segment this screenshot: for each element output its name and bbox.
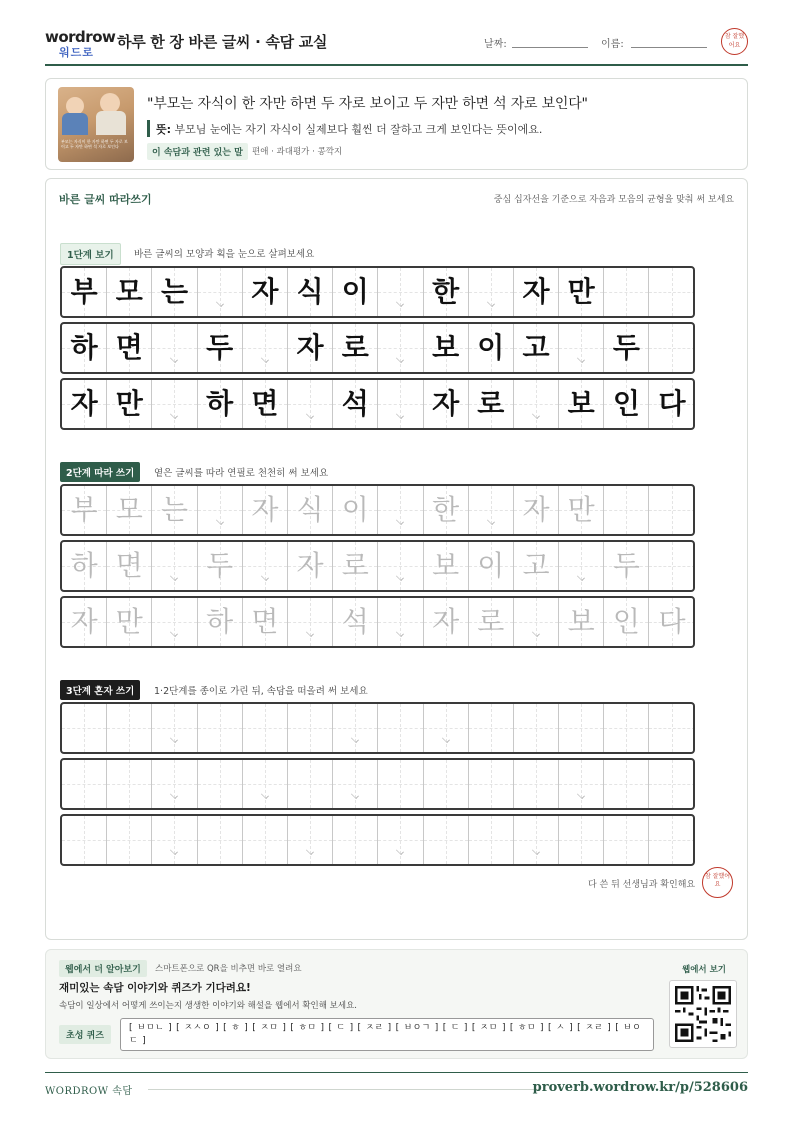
space-marker-icon [171, 735, 179, 743]
space-marker-icon [261, 355, 269, 363]
writing-cell[interactable] [62, 598, 107, 646]
writing-cell [333, 380, 378, 428]
writing-cell[interactable] [107, 760, 152, 808]
teacher-check-note: 다 쓴 뒤 선생님과 확인해요 [588, 880, 696, 890]
meaning-label: 뜻: [156, 123, 172, 136]
logo-korean: 워드로 [59, 46, 94, 59]
writing-character: 두 [206, 331, 234, 364]
web-headline: 재미있는 속담 이야기와 퀴즈가 기다려요! [59, 982, 251, 994]
writing-character: 하 [70, 331, 98, 364]
web-description: 속담이 일상에서 어떻게 쓰이는지 생생한 이야기와 해설을 웹에서 확인해 보세요. [59, 1001, 357, 1011]
space-marker-icon [306, 847, 314, 855]
writing-cell[interactable] [378, 704, 423, 752]
writing-cell [62, 380, 107, 428]
practice-section-title: 바른 글씨 따라쓰기 [59, 193, 152, 206]
writing-character: 한 [432, 493, 460, 526]
writing-character: 자 [522, 493, 550, 526]
writing-cell[interactable] [243, 704, 288, 752]
writing-cell[interactable] [514, 486, 559, 534]
writing-cell[interactable] [198, 598, 243, 646]
space-marker-icon [171, 847, 179, 855]
writing-character: 하 [70, 549, 98, 582]
writing-character: 식 [296, 493, 324, 526]
writing-character: 면 [251, 387, 279, 420]
writing-cell[interactable] [378, 542, 423, 590]
writing-cell [243, 324, 288, 372]
space-marker-icon [397, 411, 405, 419]
writing-character: 두 [206, 549, 234, 582]
writing-cell [514, 324, 559, 372]
name-label: 이름: [601, 39, 624, 50]
writing-character: 만 [115, 605, 143, 638]
footer-rule [148, 1089, 540, 1090]
writing-cell[interactable] [333, 760, 378, 808]
writing-cell [152, 268, 197, 316]
writing-character: 두 [612, 549, 640, 582]
space-marker-icon [532, 411, 540, 419]
space-marker-icon [216, 517, 224, 525]
writing-cell [424, 268, 469, 316]
writing-cell[interactable] [559, 598, 604, 646]
teacher-stamp-text: 참 잘했어요 [704, 873, 731, 888]
web-more-tag: 웹에서 더 알아보기 [59, 960, 147, 977]
footer-brand: WORDROW 속담 [45, 1086, 133, 1097]
practice-section-hint: 중심 십자선을 기준으로 자음과 모음의 균형을 맞춰 써 보세요 [493, 195, 734, 205]
writing-character: 만 [115, 387, 143, 420]
writing-cell[interactable] [62, 542, 107, 590]
writing-character: 자 [251, 493, 279, 526]
date-field[interactable] [512, 47, 588, 48]
writing-cell[interactable] [198, 704, 243, 752]
solid-writing-row [60, 322, 695, 374]
space-marker-icon [577, 355, 585, 363]
writing-cell [424, 380, 469, 428]
space-marker-icon [351, 735, 359, 743]
writing-cell[interactable] [198, 542, 243, 590]
date-label: 날짜: [484, 39, 507, 50]
writing-cell [649, 380, 694, 428]
trace-writing-row[interactable] [60, 484, 695, 536]
writing-cell[interactable] [198, 486, 243, 534]
writing-character: 이 [341, 493, 369, 526]
writing-cell [424, 324, 469, 372]
writing-cell[interactable] [107, 486, 152, 534]
writing-cell[interactable] [649, 542, 694, 590]
writing-cell[interactable] [107, 542, 152, 590]
related-words: 편애 · 과대평가 · 콩깍지 [252, 147, 343, 157]
writing-cell[interactable] [514, 542, 559, 590]
space-marker-icon [171, 355, 179, 363]
writing-cell [107, 380, 152, 428]
page-title: 하루 한 장 바른 글씨 · 속담 교실 [117, 33, 328, 51]
writing-cell [243, 268, 288, 316]
blank-writing-row[interactable] [60, 758, 695, 810]
writing-character: 로 [477, 605, 505, 638]
writing-character: 만 [567, 493, 595, 526]
praise-stamp-icon [721, 28, 748, 55]
writing-cell[interactable] [604, 598, 649, 646]
writing-character: 인 [612, 387, 640, 420]
writing-character: 만 [567, 275, 595, 308]
writing-cell[interactable] [604, 542, 649, 590]
writing-character: 자 [432, 387, 460, 420]
wordrow-logo [45, 28, 116, 60]
writing-cell [378, 268, 423, 316]
writing-cell[interactable] [559, 816, 604, 864]
writing-cell [198, 380, 243, 428]
writing-character: 자 [70, 605, 98, 638]
writing-cell[interactable] [604, 486, 649, 534]
writing-character: 이 [477, 331, 505, 364]
step1-tag: 1단계 보기 [60, 243, 121, 265]
writing-cell [198, 324, 243, 372]
writing-character: 인 [612, 605, 640, 638]
writing-cell[interactable] [469, 542, 514, 590]
writing-cell[interactable] [198, 816, 243, 864]
space-marker-icon [171, 573, 179, 581]
solid-writing-row [60, 266, 695, 318]
writing-character: 고 [522, 549, 550, 582]
space-marker-icon [351, 791, 359, 799]
writing-cell [649, 324, 694, 372]
writing-cell[interactable] [424, 598, 469, 646]
stamp-text: 참 잘했어요 [724, 33, 745, 49]
writing-character: 면 [115, 549, 143, 582]
writing-cell [469, 324, 514, 372]
space-marker-icon [261, 791, 269, 799]
writing-cell[interactable] [243, 486, 288, 534]
writing-cell[interactable] [152, 486, 197, 534]
writing-character: 모 [115, 493, 143, 526]
writing-cell[interactable] [649, 704, 694, 752]
teacher-stamp-icon [702, 867, 733, 898]
writing-cell[interactable] [333, 486, 378, 534]
writing-cell[interactable] [378, 760, 423, 808]
space-marker-icon [306, 411, 314, 419]
writing-cell [649, 268, 694, 316]
writing-character: 는 [160, 275, 188, 308]
writing-cell [559, 268, 604, 316]
writing-cell[interactable] [469, 760, 514, 808]
chosung-quiz-tag: 초성 퀴즈 [59, 1025, 111, 1044]
writing-cell[interactable] [333, 598, 378, 646]
writing-character: 하 [206, 387, 234, 420]
writing-character: 두 [612, 331, 640, 364]
writing-cell[interactable] [378, 486, 423, 534]
page-header [45, 24, 748, 66]
writing-cell[interactable] [424, 542, 469, 590]
proverb-illustration [58, 87, 134, 162]
qr-code[interactable] [669, 980, 737, 1048]
writing-character: 자 [522, 275, 550, 308]
writing-cell[interactable] [424, 486, 469, 534]
writing-character: 부 [70, 493, 98, 526]
writing-cell[interactable] [649, 760, 694, 808]
writing-cell[interactable] [514, 598, 559, 646]
step2-desc: 옅은 글씨를 따라 연필로 천천히 써 보세요 [154, 468, 329, 479]
writing-cell[interactable] [243, 760, 288, 808]
footer-divider [45, 1072, 748, 1073]
writing-cell[interactable] [152, 816, 197, 864]
chosung-quiz-box: [ ㅂㅁㄴ ] [ ㅈㅅㅇ ] [ ㅎ ] [ ㅈㅁ ] [ ㅎㅁ ] [ ㄷ ] [ ㅈㄹ ] [ ㅂㅇㄱ ] [ ㄷ ] [ ㅈㅁ ] [ ㅎㅁ ] [ ㅅ ] [ ㅈㄹ ] [ ㅂㅇㄷ ] [120, 1018, 654, 1051]
logo-wordmark: wordrow [45, 28, 116, 46]
blank-writing-row[interactable] [60, 814, 695, 866]
writing-cell[interactable] [62, 704, 107, 752]
space-marker-icon [397, 299, 405, 307]
writing-character: 자 [70, 387, 98, 420]
writing-cell[interactable] [288, 542, 333, 590]
writing-cell[interactable] [288, 816, 333, 864]
writing-cell[interactable] [424, 704, 469, 752]
writing-cell[interactable] [469, 704, 514, 752]
proverb-meaning [156, 121, 542, 137]
writing-cell[interactable] [62, 486, 107, 534]
writing-cell[interactable] [288, 704, 333, 752]
writing-cell [288, 380, 333, 428]
footer-url-link[interactable]: proverb.wordrow.kr/p/528606 [532, 1080, 748, 1095]
space-marker-icon [171, 791, 179, 799]
writing-character: 석 [341, 605, 369, 638]
writing-cell[interactable] [424, 760, 469, 808]
writing-cell [288, 268, 333, 316]
writing-cell[interactable] [469, 598, 514, 646]
writing-cell[interactable] [333, 704, 378, 752]
writing-character: 자 [296, 331, 324, 364]
writing-cell [378, 324, 423, 372]
step3-tag: 3단계 혼자 쓰기 [60, 680, 140, 700]
writing-character: 로 [341, 331, 369, 364]
writing-cell [152, 380, 197, 428]
writing-cell[interactable] [514, 704, 559, 752]
writing-character: 식 [296, 275, 324, 308]
trace-writing-row[interactable] [60, 596, 695, 648]
qr-code-icon [675, 986, 731, 1042]
writing-cell [514, 380, 559, 428]
writing-cell[interactable] [514, 760, 559, 808]
writing-character: 다 [658, 605, 686, 638]
space-marker-icon [397, 629, 405, 637]
writing-cell [469, 380, 514, 428]
writing-cell [333, 324, 378, 372]
space-marker-icon [171, 629, 179, 637]
writing-character: 로 [477, 387, 505, 420]
writing-cell[interactable] [62, 760, 107, 808]
writing-cell[interactable] [152, 704, 197, 752]
writing-cell[interactable] [333, 542, 378, 590]
writing-cell [333, 268, 378, 316]
writing-cell [559, 324, 604, 372]
writing-cell[interactable] [107, 598, 152, 646]
space-marker-icon [216, 299, 224, 307]
writing-character: 자 [432, 605, 460, 638]
writing-cell[interactable] [107, 816, 152, 864]
web-more-desc: 스마트폰으로 QR을 비추면 바로 열려요 [155, 964, 302, 974]
illustration-caption: 부모는 자식이 한 자만 하면 두 자로 보이고 두 자만 하면 석 자로 보인다 [61, 139, 128, 149]
writing-character: 는 [160, 493, 188, 526]
space-marker-icon [397, 355, 405, 363]
writing-character: 보 [567, 605, 595, 638]
writing-character: 자 [251, 275, 279, 308]
writing-cell [107, 268, 152, 316]
writing-character: 보 [432, 331, 460, 364]
writing-cell [243, 380, 288, 428]
space-marker-icon [261, 573, 269, 581]
step3-desc: 1·2단계를 종이로 가린 뒤, 속담을 떠올려 써 보세요 [154, 686, 368, 697]
writing-cell [604, 380, 649, 428]
writing-character: 다 [658, 387, 686, 420]
writing-character: 석 [341, 387, 369, 420]
writing-cell[interactable] [198, 760, 243, 808]
writing-cell[interactable] [604, 816, 649, 864]
writing-cell[interactable] [559, 486, 604, 534]
space-marker-icon [442, 735, 450, 743]
space-marker-icon [397, 847, 405, 855]
writing-cell[interactable] [649, 816, 694, 864]
writing-character: 보 [432, 549, 460, 582]
writing-character: 로 [341, 549, 369, 582]
writing-character: 보 [567, 387, 595, 420]
writing-cell[interactable] [152, 598, 197, 646]
writing-character: 이 [477, 549, 505, 582]
proverb-card [45, 78, 748, 170]
writing-cell[interactable] [378, 598, 423, 646]
writing-cell[interactable] [559, 704, 604, 752]
proverb-quote: "부모는 자식이 한 자만 하면 두 자로 보이고 두 자만 하면 석 자로 보인다" [147, 96, 588, 112]
writing-cell[interactable] [333, 816, 378, 864]
writing-cell[interactable] [649, 486, 694, 534]
writing-cell[interactable] [107, 704, 152, 752]
solid-writing-row [60, 378, 695, 430]
writing-character: 이 [341, 275, 369, 308]
writing-cell [152, 324, 197, 372]
writing-cell [62, 268, 107, 316]
meaning-text: 부모님 눈에는 자기 자식이 실제보다 훨씬 더 잘하고 크게 보인다는 뜻이에요. [174, 123, 543, 136]
writing-cell[interactable] [469, 486, 514, 534]
space-marker-icon [532, 847, 540, 855]
writing-cell[interactable] [604, 704, 649, 752]
writing-cell [604, 268, 649, 316]
step1-desc: 바른 글씨의 모양과 획을 눈으로 살펴보세요 [134, 249, 315, 260]
writing-cell[interactable] [152, 542, 197, 590]
writing-cell [378, 380, 423, 428]
writing-cell[interactable] [604, 760, 649, 808]
trace-writing-row[interactable] [60, 540, 695, 592]
writing-character: 고 [522, 331, 550, 364]
writing-cell[interactable] [378, 816, 423, 864]
space-marker-icon [532, 629, 540, 637]
space-marker-icon [397, 517, 405, 525]
space-marker-icon [487, 517, 495, 525]
writing-cell [514, 268, 559, 316]
writing-character: 면 [115, 331, 143, 364]
writing-cell[interactable] [62, 816, 107, 864]
writing-character: 하 [206, 605, 234, 638]
space-marker-icon [397, 573, 405, 581]
writing-cell [198, 268, 243, 316]
writing-cell[interactable] [288, 760, 333, 808]
writing-cell[interactable] [424, 816, 469, 864]
writing-character: 면 [251, 605, 279, 638]
writing-cell[interactable] [152, 760, 197, 808]
space-marker-icon [487, 299, 495, 307]
related-words-tag: 이 속담과 관련 있는 말 [147, 143, 248, 160]
writing-cell[interactable] [559, 542, 604, 590]
writing-cell[interactable] [649, 598, 694, 646]
writing-cell [604, 324, 649, 372]
space-marker-icon [577, 573, 585, 581]
writing-cell [288, 324, 333, 372]
writing-cell[interactable] [559, 760, 604, 808]
writing-character: 모 [115, 275, 143, 308]
writing-cell[interactable] [288, 598, 333, 646]
space-marker-icon [577, 791, 585, 799]
blank-writing-row[interactable] [60, 702, 695, 754]
qr-label: 웹에서 보기 [682, 965, 727, 975]
space-marker-icon [171, 411, 179, 419]
meaning-accent-bar [147, 120, 150, 137]
writing-cell [62, 324, 107, 372]
writing-character: 부 [70, 275, 98, 308]
writing-cell [107, 324, 152, 372]
writing-character: 한 [432, 275, 460, 308]
writing-cell [469, 268, 514, 316]
writing-cell[interactable] [514, 816, 559, 864]
name-field[interactable] [631, 47, 707, 48]
writing-cell[interactable] [243, 598, 288, 646]
writing-character: 자 [296, 549, 324, 582]
writing-cell[interactable] [469, 816, 514, 864]
writing-cell [559, 380, 604, 428]
writing-cell[interactable] [243, 816, 288, 864]
space-marker-icon [306, 629, 314, 637]
writing-cell[interactable] [243, 542, 288, 590]
writing-cell[interactable] [288, 486, 333, 534]
web-info-card [45, 949, 748, 1059]
step2-tag: 2단계 따라 쓰기 [60, 462, 140, 482]
